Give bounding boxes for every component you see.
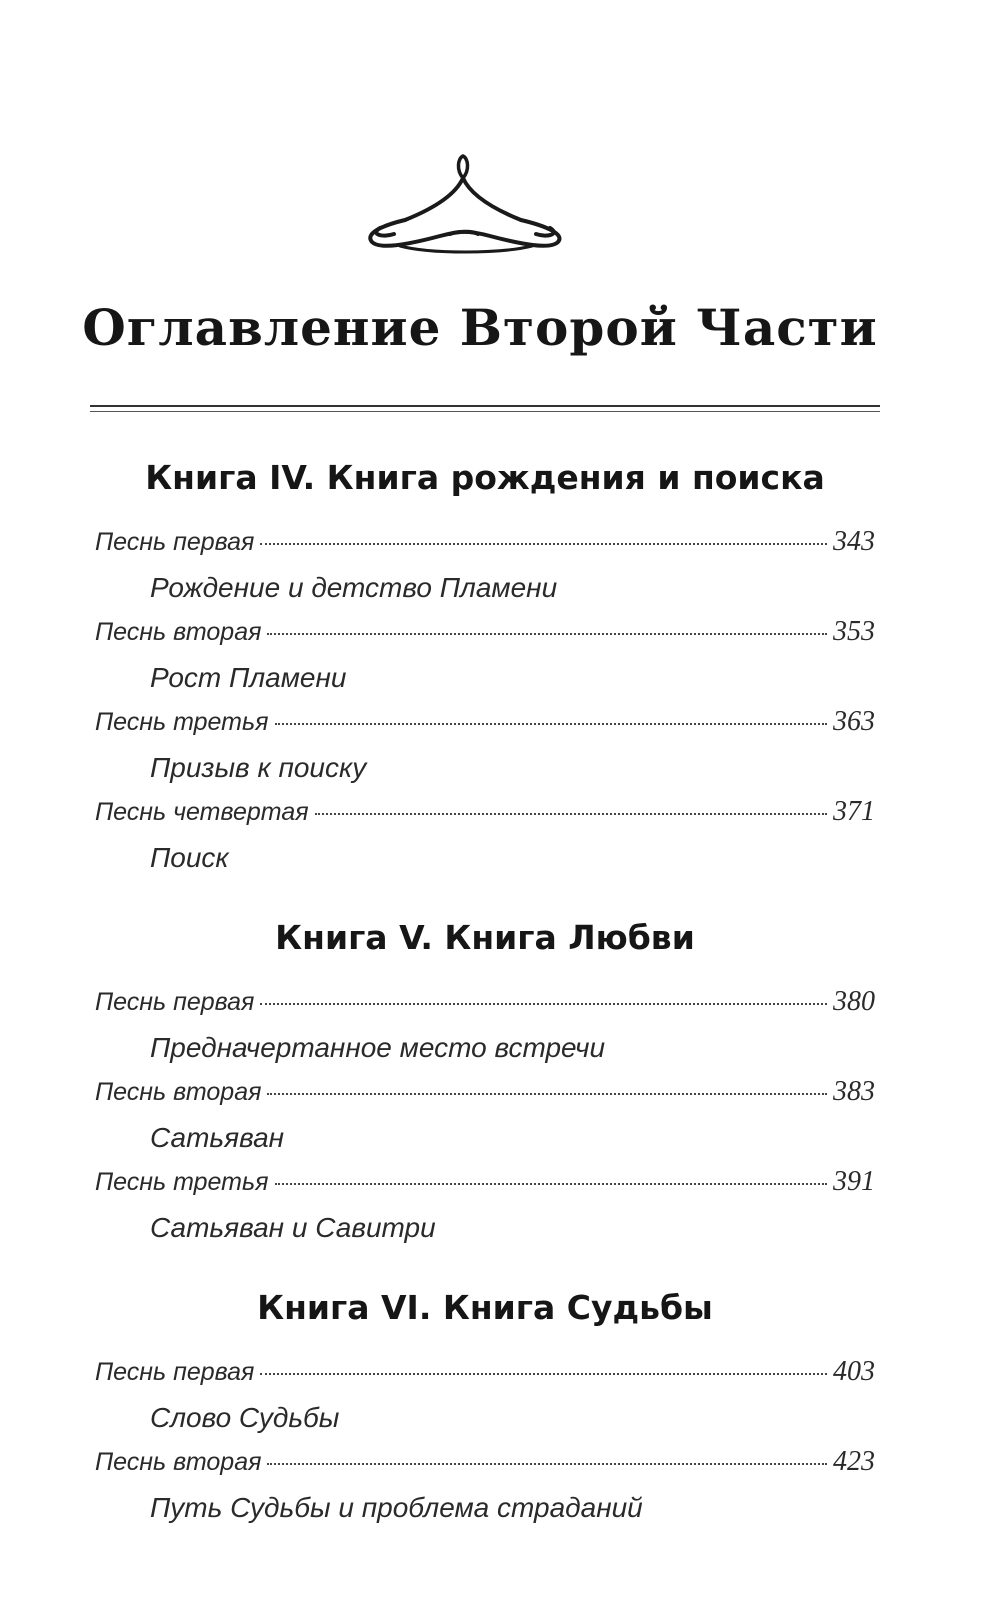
song-label: Песнь вторая xyxy=(95,1448,262,1476)
song-subtitle: Сатьяван и Савитри xyxy=(150,1212,436,1243)
page-number: 353 xyxy=(833,616,875,647)
toc-entry xyxy=(95,526,875,616)
song-subtitle: Рост Пламени xyxy=(150,662,347,693)
title-divider-top xyxy=(90,405,880,407)
dot-leader xyxy=(275,1183,828,1185)
song-label: Песнь первая xyxy=(95,988,255,1016)
song-subtitle: Сатьяван xyxy=(150,1122,285,1153)
song-label: Песнь первая xyxy=(95,528,255,556)
page-number: 343 xyxy=(833,526,875,557)
flourish-ornament-icon xyxy=(360,148,580,258)
toc-entry xyxy=(95,706,875,796)
song-label: Песнь четвертая xyxy=(95,798,309,826)
song-subtitle: Слово Судьбы xyxy=(150,1402,340,1433)
song-label: Песнь первая xyxy=(95,1358,255,1386)
song-subtitle: Рождение и детство Пламени xyxy=(150,572,558,603)
song-subtitle: Поиск xyxy=(150,842,229,873)
toc-entry xyxy=(95,1356,875,1446)
dot-leader xyxy=(260,543,827,545)
toc-entry xyxy=(95,1076,875,1166)
book-title: Книга V. Книга Любви xyxy=(275,918,695,957)
dot-leader xyxy=(267,1463,827,1465)
dot-leader xyxy=(260,1373,827,1375)
page-number: 403 xyxy=(833,1356,875,1387)
toc-entry xyxy=(95,1446,875,1536)
toc-entry xyxy=(95,796,875,886)
page-number: 380 xyxy=(833,986,875,1017)
toc-entry xyxy=(95,986,875,1076)
song-subtitle: Предначертанное место встречи xyxy=(150,1032,606,1063)
toc-entry xyxy=(95,1166,875,1256)
dot-leader xyxy=(267,1093,827,1095)
page-number: 371 xyxy=(833,796,875,827)
song-label: Песнь третья xyxy=(95,708,269,736)
page-number: 363 xyxy=(833,706,875,737)
title-divider-bottom xyxy=(90,411,880,412)
book-title: Книга VI. Книга Судьбы xyxy=(257,1288,713,1327)
toc-list xyxy=(95,448,875,1536)
song-label: Песнь вторая xyxy=(95,618,262,646)
dot-leader xyxy=(275,723,828,725)
song-label: Песнь третья xyxy=(95,1168,269,1196)
page-number: 423 xyxy=(833,1446,875,1477)
song-subtitle: Призыв к поиску xyxy=(150,752,367,783)
page-title: Оглавление Второй Части xyxy=(82,298,878,357)
book-title: Книга IV. Книга рождения и поиска xyxy=(145,458,825,497)
dot-leader xyxy=(260,1003,827,1005)
dot-leader xyxy=(267,633,827,635)
song-label: Песнь вторая xyxy=(95,1078,262,1106)
page-number: 383 xyxy=(833,1076,875,1107)
song-subtitle: Путь Судьбы и проблема страданий xyxy=(150,1492,643,1523)
dot-leader xyxy=(315,813,827,815)
page-number: 391 xyxy=(833,1166,875,1197)
toc-entry xyxy=(95,616,875,706)
